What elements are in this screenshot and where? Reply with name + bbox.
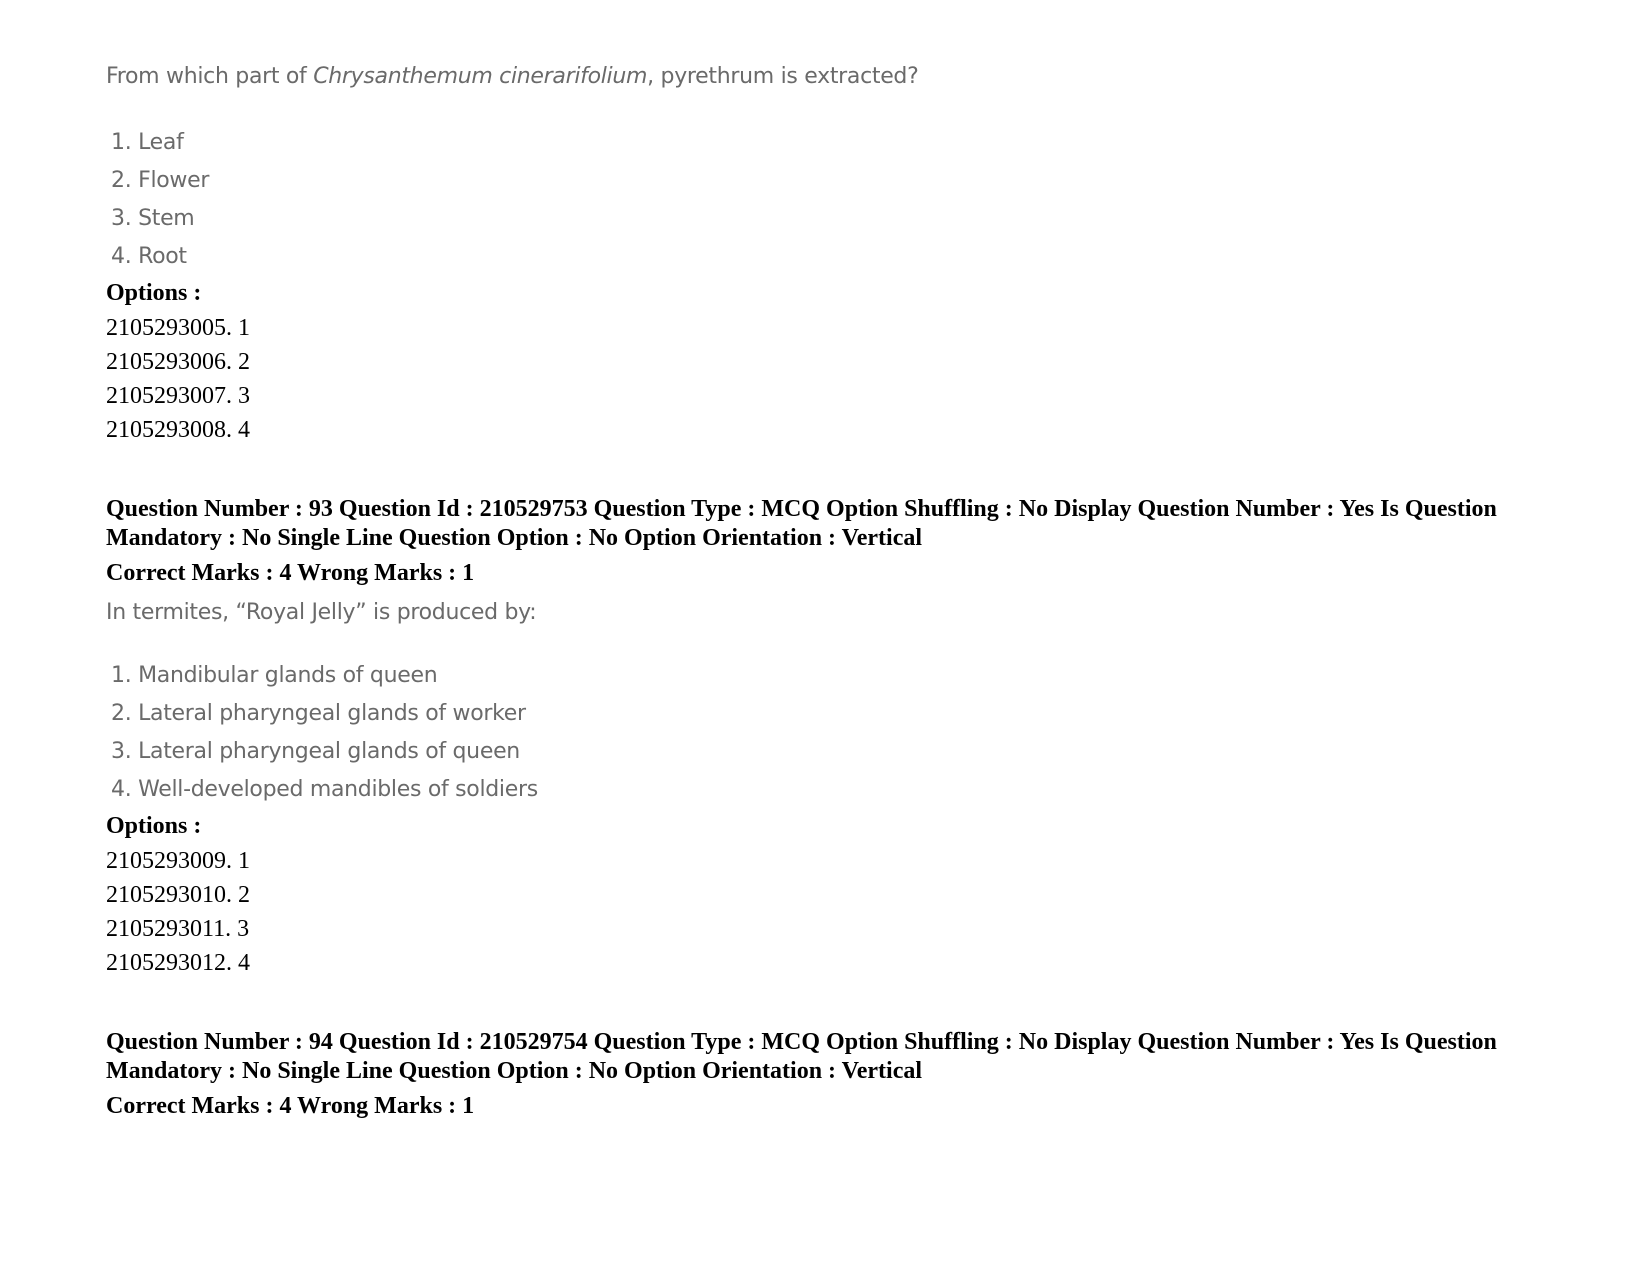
choice-item: 2. Flower <box>111 168 210 193</box>
choice-item: 1. Mandibular glands of queen <box>111 663 438 688</box>
question-93-meta: Question Number : 93 Question Id : 210529753 Question Type : MCQ Option Shuffling : No Display Question Number : Yes Is Question Mandatory : No Single Line Question Option : No Option Orientation : Vertical <box>106 496 1497 551</box>
choice-item: 3. Lateral pharyngeal glands of queen <box>111 739 520 764</box>
choice-item: 3. Stem <box>111 206 195 231</box>
question-93-choices <box>111 657 538 809</box>
option-item: 2105293012. 4 <box>106 950 250 976</box>
option-item: 2105293008. 4 <box>106 417 250 443</box>
option-item: 2105293007. 3 <box>106 383 250 409</box>
choice-item: 4. Root <box>111 244 187 269</box>
question-92-choices <box>111 124 209 276</box>
choice-item: 4. Well-developed mandibles of soldiers <box>111 777 538 802</box>
choice-item: 1. Leaf <box>111 130 184 155</box>
option-item: 2105293011. 3 <box>106 916 250 942</box>
option-item: 2105293010. 2 <box>106 882 250 908</box>
options-label: Options : <box>106 280 202 306</box>
question-94-meta: Question Number : 94 Question Id : 210529754 Question Type : MCQ Option Shuffling : No Display Question Number : Yes Is Question Mandatory : No Single Line Question Option : No Option Orientation : Vertical <box>106 1029 1497 1084</box>
options-list <box>106 311 250 447</box>
species-name: Chrysanthemum cinerarifolium <box>313 64 648 89</box>
question-93-text: In termites, “Royal Jelly” is produced by: <box>106 600 537 625</box>
choice-item: 2. Lateral pharyngeal glands of worker <box>111 701 526 726</box>
question-92-text: From which part of Chrysanthemum cinerarifolium, pyrethrum is extracted? <box>106 64 919 89</box>
option-item: 2105293006. 2 <box>106 349 250 375</box>
options-list <box>106 844 250 980</box>
question-93-marks: Correct Marks : 4 Wrong Marks : 1 <box>106 560 475 586</box>
options-label: Options : <box>106 813 202 839</box>
option-item: 2105293005. 1 <box>106 315 250 341</box>
option-item: 2105293009. 1 <box>106 848 250 874</box>
question-94-marks: Correct Marks : 4 Wrong Marks : 1 <box>106 1093 475 1119</box>
